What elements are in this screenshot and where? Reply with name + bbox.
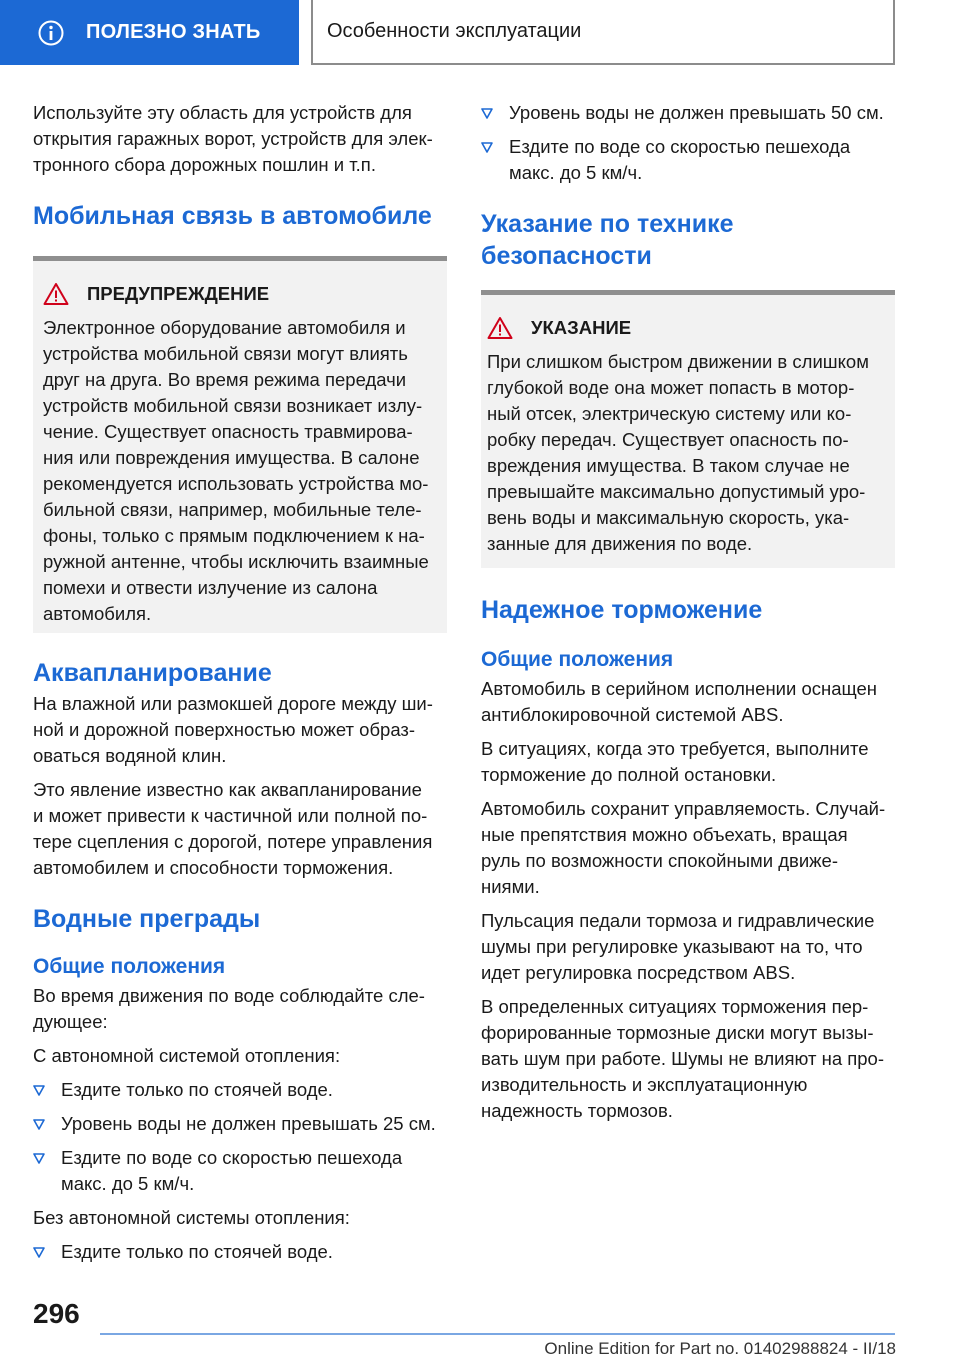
braking-paragraph: Автомобиль в серийном исполнении оснащен антиблокировочной системой ABS.	[481, 678, 878, 725]
braking-heading: Надежное торможение	[481, 596, 763, 624]
list-item: Ездите по воде со скоростью пешехода макс. до 5 км/ч.	[481, 134, 895, 186]
braking-paragraph: Пульсация педали тормоза и гидравлические шумы при регулировке указывают на то, что идет регулировка посредством ABS.	[481, 910, 875, 983]
triangle-bullet-icon	[33, 1247, 45, 1258]
warning-triangle-icon	[43, 282, 69, 306]
list-item: Ездите только по стоячей воде.	[33, 1239, 447, 1265]
page-number: 296	[33, 1298, 80, 1329]
notice-box	[481, 290, 895, 568]
water-continued-list	[481, 100, 895, 186]
with-heating-list	[33, 1077, 447, 1197]
triangle-bullet-icon	[33, 1085, 45, 1096]
warning-head	[43, 281, 435, 307]
triangle-bullet-icon	[481, 108, 493, 119]
warning-triangle-icon	[487, 316, 513, 340]
warning-box	[33, 256, 447, 633]
notice-head	[487, 315, 883, 341]
notice-title: УКАЗАНИЕ	[531, 317, 632, 338]
aquaplaning-paragraph-1: На влажной или размокшей дороге между ши- ной и дорожной поверхностью может образ- оваться водяной клин.	[33, 693, 433, 766]
triangle-bullet-icon	[33, 1153, 45, 1164]
warning-title: ПРЕДУПРЕЖДЕНИЕ	[87, 283, 270, 304]
water-intro: Во время движения по воде соблюдайте сле- дующее:	[33, 985, 425, 1032]
list-item: Ездите по воде со скоростью пешехода макс. до 5 км/ч.	[33, 1145, 447, 1197]
braking-paragraph: Автомобиль сохранит управляемость. Случай- ные препятствия можно объехать, вращая руль по возможности спокойными движе- ниями.	[481, 798, 886, 897]
water-subheading: Общие положения	[33, 955, 226, 978]
header-tab	[0, 0, 299, 65]
safety-heading: Указание по технике безопасности	[481, 210, 734, 270]
with-heating-label: С автономной системой отопления:	[33, 1045, 341, 1066]
braking-paragraph: В определенных ситуациях торможения пер- форированные тормозные диски могут вызы- вать шум при работе. Шумы не влияют на про- изводительность и эксплуатационную надежность тормозов.	[481, 996, 884, 1121]
aquaplaning-heading: Аквапланирование	[33, 659, 272, 687]
notice-text: При слишком быстром движении в слишком глубокой воде она может попасть в мотор- ный отсек, электрическую систему или ко- робку передач. Существует опасность по- вреждения имущества. В таком случае не превышайте максимально допустимый уро- вень воды и максимальную скорость, ука- занные для движения по воде.	[487, 351, 869, 554]
list-item: Уровень воды не должен превышать 50 см.	[481, 100, 895, 126]
header-tab-label: ПОЛЕЗНО ЗНАТЬ	[86, 21, 261, 43]
aquaplaning-paragraph-2: Это явление известно как аквапланирование и может привести к частичной или полной по- тере сцепления с дорогой, потере управления автомобилем и способности торможения.	[33, 779, 433, 878]
footer-divider	[100, 1333, 895, 1335]
right-column	[481, 100, 895, 1132]
braking-paragraph: В ситуациях, когда это требуется, выполните торможение до полной остановки.	[481, 738, 869, 785]
braking-subheading: Общие положения	[481, 648, 674, 671]
without-heating-label: Без автономной системы отопления:	[33, 1207, 350, 1228]
section-title: Особенности эксплуатации	[311, 0, 895, 65]
without-heating-list	[33, 1239, 447, 1265]
triangle-bullet-icon	[481, 142, 493, 153]
warning-text: Электронное оборудование автомобиля и устройства мобильной связи могут влиять друг на друга. Во время режима передачи устройств мобильной связи возникает излу- чение. Существует опасность травмирова- ния или повреждения имущества. В салоне рекомендуется использовать устройства мо- бильной связи, например, мобильные теле- фоны, только с прямым подключением к на- ружной антенне, чтобы исключить взаимные помехи и отвести излучение из салона автомобиля.	[43, 317, 429, 624]
edition-footer: Online Edition for Part no. 01402988824 - II/18	[544, 1339, 896, 1358]
list-item: Уровень воды не должен превышать 25 см.	[33, 1111, 447, 1137]
left-column	[33, 100, 447, 1273]
triangle-bullet-icon	[33, 1119, 45, 1130]
info-icon	[38, 20, 64, 46]
water-heading: Водные преграды	[33, 905, 261, 933]
list-item: Ездите только по стоячей воде.	[33, 1077, 447, 1103]
intro-paragraph: Используйте эту область для устройств для открытия гаражных ворот, устройств для элек- тронного сбора дорожных пошлин и т.п.	[33, 102, 433, 175]
mobile-heading: Мобильная связь в автомобиле	[33, 202, 432, 230]
